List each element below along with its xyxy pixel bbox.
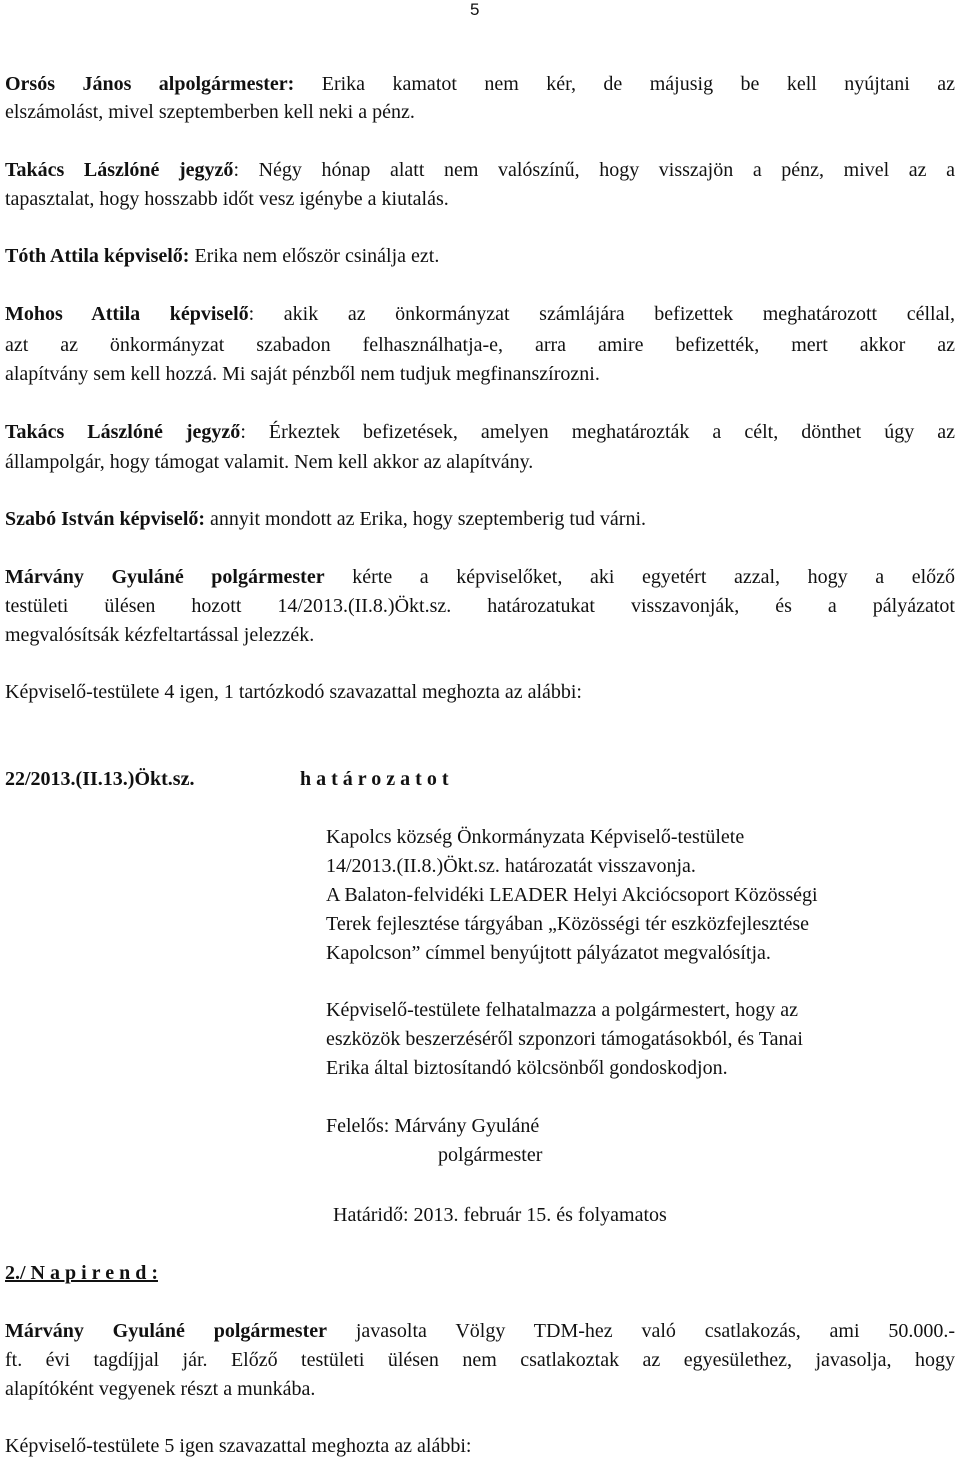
speaker-name: Takács Lászlóné jegyző <box>5 159 234 181</box>
paragraph-line <box>5 244 439 268</box>
paragraph-line <box>5 450 533 474</box>
speech-text: ft. évi tagdíjjal jár. Előző testületi ülésen nem csatlakoztak az egyesülethez, javasolja, hogy <box>5 1349 955 1371</box>
resolution-text: eszközök beszerzéséről szponzori támogatásokból, és Tanai <box>326 1028 803 1050</box>
speech-text: elszámolást, mivel szeptemberben kell neki a pénz. <box>5 101 415 123</box>
vote-result: Képviselő-testülete 5 igen szavazattal meghozta az alábbi: <box>5 1435 472 1457</box>
paragraph-line <box>5 302 955 326</box>
resolution-text: Kapolcs község Önkormányzata Képviselő-testülete <box>326 826 745 848</box>
speaker-name: Takács Lászlóné jegyző <box>5 421 241 443</box>
resolution-text: A Balaton-felvidéki LEADER Helyi Akciócsoport Közösségi <box>326 884 818 906</box>
speaker-name: Mohos Attila képviselő <box>5 303 249 325</box>
speech-text: állampolgár, hogy támogat valamit. <box>5 451 290 473</box>
speech-text: Nem kell akkor az alapítvány. <box>294 451 534 473</box>
speech-text: Erika kamatot nem kér, de májusig be kell nyújtani az <box>321 73 956 95</box>
speaker-name: Tóth Attila képviselő: <box>5 245 190 267</box>
responsible-title: polgármester <box>438 1144 543 1166</box>
speech-text: : akik az önkormányzat számlájára befizettek meghatározott céllal, <box>248 303 956 325</box>
paragraph-line <box>5 507 646 531</box>
speech-text: : Négy hónap alatt nem valószínű, hogy visszajön a pénz, mivel az a <box>233 159 955 181</box>
speech-text: javasolta Völgy TDM-hez való csatlakozás, ami 50.000.- <box>355 1320 956 1342</box>
speaker-name: Márvány Gyuláné polgármester <box>5 566 325 588</box>
paragraph-line <box>5 72 955 96</box>
speech-text: alapítóként vegyenek részt a munkába. <box>5 1378 316 1400</box>
resolution-text: Kapolcson” címmel benyújtott pályázatot megvalósítja. <box>326 942 771 964</box>
deadline: Határidő: 2013. február 15. és folyamatos <box>333 1204 667 1226</box>
vote-result: Képviselő-testülete 4 igen, 1 tartózkodó szavazattal meghozta az alábbi: <box>5 681 582 703</box>
speaker-name: Szabó István képviselő: <box>5 508 206 530</box>
responsible-person: Felelős: Márvány Gyuláné <box>326 1115 540 1137</box>
resolution-text: Erika által biztosítandó kölcsönből gondoskodjon. <box>326 1057 728 1079</box>
speech-text: annyit mondott az Erika, hogy szeptemberig tud várni. <box>210 508 647 530</box>
paragraph-line <box>5 362 600 386</box>
page-number: 5 <box>470 0 480 19</box>
resolution-text: Képviselő-testülete felhatalmazza a polgármestert, hogy az <box>326 999 799 1021</box>
resolution-text: 14/2013.(II.8.)Ökt.sz. határozatát visszavonja. <box>326 855 696 877</box>
resolution-text: Terek fejlesztése tárgyában „Közösségi tér eszközfejlesztése <box>326 913 809 935</box>
speech-text: megvalósítsák kézfeltartással jelezzék. <box>5 624 315 646</box>
paragraph-line <box>5 1319 955 1343</box>
speaker-name: Orsós János alpolgármester: <box>5 73 295 95</box>
agenda-heading: 2./ N a p i r e n d : <box>5 1262 158 1284</box>
speech-text: alapítvány sem kell hozzá. <box>5 363 218 385</box>
speech-text: testületi ülésen hozott 14/2013.(II.8.)Ökt.sz. határozatukat visszavonják, és a pályázatot <box>5 595 955 617</box>
paragraph-line <box>5 565 955 589</box>
resolution-number: 22/2013.(II.13.)Ökt.sz. <box>5 768 195 790</box>
resolution-heading: h a t á r o z a t o t <box>300 768 449 790</box>
speech-text: Erika nem először csinálja ezt. <box>194 245 440 267</box>
speech-text: kérte a képviselőket, aki egyetért azzal, hogy a előző <box>352 566 956 588</box>
paragraph-line <box>5 158 955 182</box>
speech-text: : Érkeztek befizetések, amelyen meghatározták a célt, dönthet úgy az <box>240 421 956 443</box>
speech-text: Mi saját pénzből nem tudjuk megfinanszírozni. <box>222 363 600 385</box>
speaker-name: Márvány Gyuláné polgármester <box>5 1320 328 1342</box>
speech-text: tapasztalat, hogy hosszabb időt vesz igénybe a kiutalás. <box>5 188 449 210</box>
speech-text: azt az önkormányzat szabadon felhasználhatja-e, arra amire befizették, mert akkor az <box>5 334 955 356</box>
paragraph-line <box>5 420 955 444</box>
